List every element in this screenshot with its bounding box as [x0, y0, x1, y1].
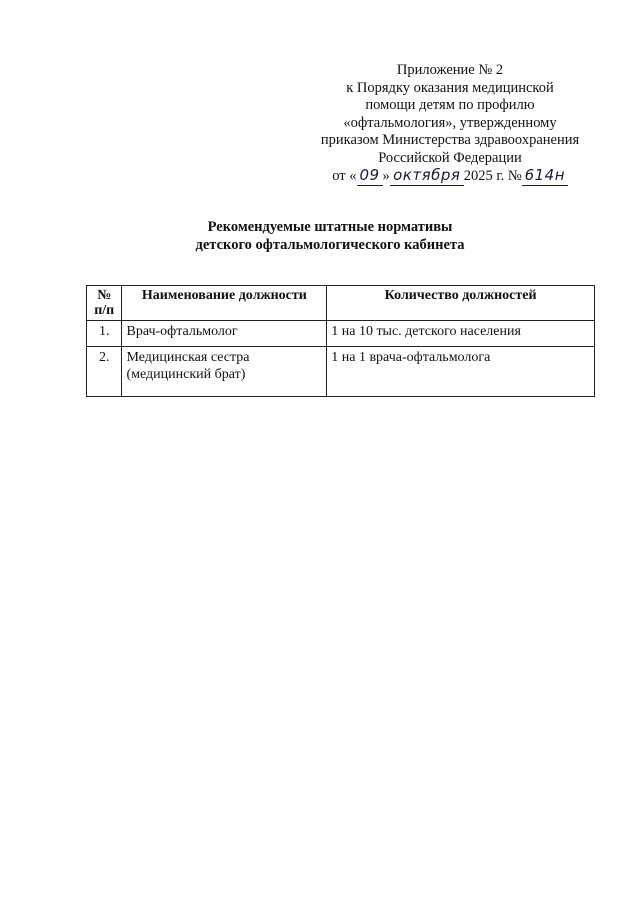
date-mid: »	[382, 168, 390, 184]
appendix-line-5: приказом Министерства здравоохранения	[320, 132, 580, 148]
table-row	[87, 321, 595, 347]
appendix-line-6: Российской Федерации	[378, 149, 522, 166]
appendix-block	[300, 62, 600, 186]
title-line-1: Рекомендуемые штатные нормативы	[207, 219, 453, 235]
date-month-handwritten: октября	[390, 167, 464, 186]
appendix-line-2: к Порядку оказания медицинской	[346, 79, 554, 96]
appendix-number: Приложение № 2	[396, 62, 504, 78]
table-header-row	[87, 286, 595, 321]
order-number-handwritten: 614н	[522, 167, 568, 186]
row-num: 1.	[87, 321, 122, 347]
appendix-line-4: «офтальмология», утвержденному	[343, 114, 557, 131]
staffing-table	[86, 285, 595, 397]
row-position: Медицинская сестра (медицинский брат)	[122, 347, 327, 397]
date-year: 2025 г. №	[463, 168, 522, 184]
row-quantity: 1 на 10 тыс. детского населения	[327, 321, 595, 347]
row-position: Врач-офтальмолог	[122, 321, 327, 347]
header-num: № п/п	[87, 286, 122, 321]
header-quantity: Количество должностей	[327, 286, 595, 321]
date-prefix: от «	[332, 168, 357, 184]
header-position: Наименование должности	[122, 286, 327, 321]
appendix-line-3: помощи детям по профилю	[365, 97, 535, 113]
order-date-line	[300, 167, 600, 186]
date-day-handwritten: 09	[357, 167, 383, 186]
document-title	[120, 218, 540, 254]
row-num: 2.	[87, 347, 122, 397]
table-row	[87, 347, 595, 397]
row-quantity: 1 на 1 врача-офтальмолога	[327, 347, 595, 397]
title-line-2: детского офтальмологического кабинета	[195, 237, 465, 253]
